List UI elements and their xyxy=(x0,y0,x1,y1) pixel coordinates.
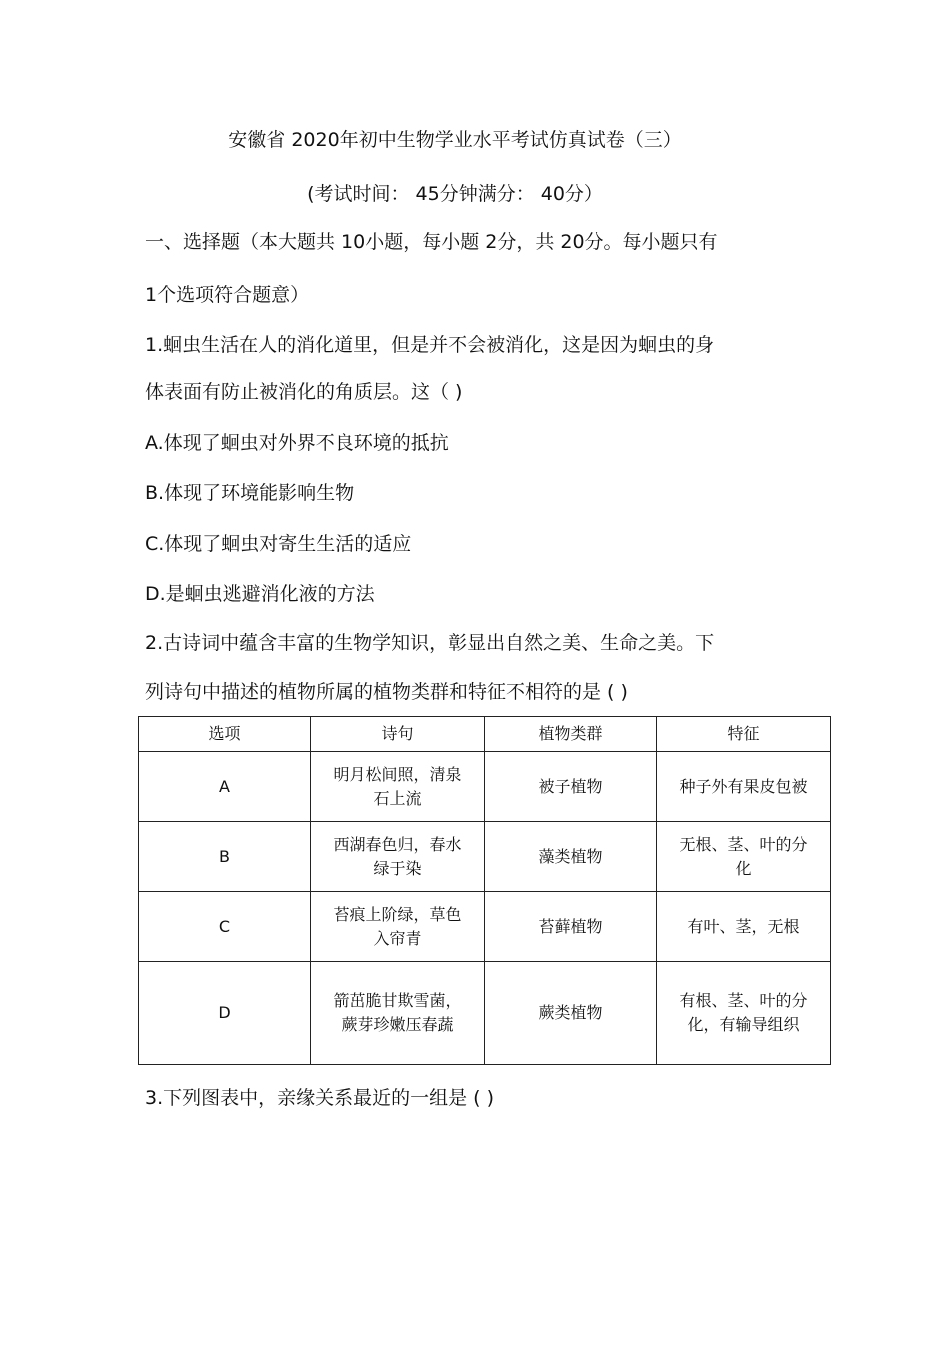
header-poem: 诗句 xyxy=(311,717,485,752)
cell-feature-line: 化，有输导组织 xyxy=(687,1015,800,1034)
q1-option-c: C.体现了蛔虫对寄生生活的适应 xyxy=(145,533,412,555)
cell-feature-line: 种子外有果皮包被 xyxy=(679,776,808,796)
cell-poem xyxy=(311,822,485,892)
exam-title: 安徽省 2020年初中生物学业水平考试仿真试卷（三） xyxy=(228,129,682,151)
section-heading-line1: 一、选择题（本大题共 10小题，每小题 2分，共 20分。每小题只有 xyxy=(145,231,718,253)
header-feature: 特征 xyxy=(657,717,831,752)
table-row xyxy=(139,752,831,822)
cell-group: 蕨类植物 xyxy=(485,962,657,1065)
cell-poem-line: 箭茁脆甘欺雪菌， xyxy=(333,991,462,1010)
table-row xyxy=(139,962,831,1065)
cell-feature xyxy=(657,752,831,822)
cell-option: A xyxy=(139,752,311,822)
cell-feature xyxy=(657,822,831,892)
cell-option: C xyxy=(139,892,311,962)
exam-subtitle: (考试时间： 45分钟满分： 40分） xyxy=(307,183,603,205)
header-group: 植物类群 xyxy=(485,717,657,752)
q1-stem-line2: 体表面有防止被消化的角质层。这（ ) xyxy=(145,381,463,403)
cell-option: D xyxy=(139,962,311,1065)
cell-poem-line: 蕨芽珍嫩压春蔬 xyxy=(341,1015,454,1034)
cell-poem-line: 苔痕上阶绿，草色 xyxy=(333,904,462,924)
cell-feature xyxy=(657,892,831,962)
cell-feature xyxy=(657,962,831,1065)
cell-group: 藻类植物 xyxy=(485,822,657,892)
cell-feature-line: 化 xyxy=(735,858,752,878)
cell-group: 苔藓植物 xyxy=(485,892,657,962)
cell-option: B xyxy=(139,822,311,892)
q2-stem-line2: 列诗句中描述的植物所属的植物类群和特征不相符的是 ( ) xyxy=(145,681,628,703)
table-row xyxy=(139,822,831,892)
section-heading-line2: 1个选项符合题意） xyxy=(145,284,310,306)
table-header-row xyxy=(139,717,831,752)
cell-feature-line: 有叶、茎，无根 xyxy=(687,916,800,936)
q3-stem-line1: 3.下列图表中，亲缘关系最近的一组是 ( ) xyxy=(145,1087,495,1109)
q1-option-a: A.体现了蛔虫对外界不良环境的抵抗 xyxy=(145,432,449,454)
q1-stem-line1: 1.蛔虫生活在人的消化道里，但是并不会被消化，这是因为蛔虫的身 xyxy=(145,334,715,356)
cell-poem xyxy=(311,962,485,1065)
q1-option-d: D.是蛔虫逃避消化液的方法 xyxy=(145,583,375,605)
cell-poem-line: 入帘青 xyxy=(373,928,422,948)
cell-feature-line: 有根、茎、叶的分 xyxy=(679,991,808,1010)
table-row xyxy=(139,892,831,962)
cell-poem-line: 西湖春色归，春水 xyxy=(333,834,462,854)
cell-feature-line: 无根、茎、叶的分 xyxy=(679,834,808,854)
cell-group: 被子植物 xyxy=(485,752,657,822)
cell-poem-line: 绿于染 xyxy=(373,858,422,878)
header-option: 选项 xyxy=(139,717,311,752)
cell-poem xyxy=(311,892,485,962)
cell-poem-line: 明月松间照，清泉 xyxy=(333,764,462,784)
cell-poem-line: 石上流 xyxy=(373,788,422,808)
cell-poem xyxy=(311,752,485,822)
q1-option-b: B.体现了环境能影响生物 xyxy=(145,482,355,504)
q2-plant-table xyxy=(138,716,831,1065)
q2-stem-line1: 2.古诗词中蕴含丰富的生物学知识，彰显出自然之美、生命之美。下 xyxy=(145,632,715,654)
